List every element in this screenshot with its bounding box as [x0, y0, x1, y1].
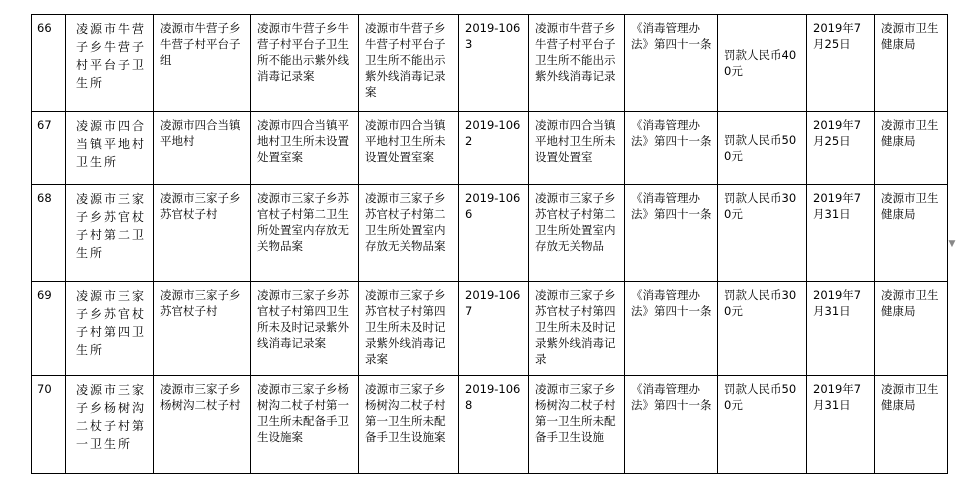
table-row [32, 376, 948, 474]
case-facts: 凌源市牛营子乡牛营子村平台子卫生所不能出示紫外线消毒记录案 [359, 15, 459, 112]
table-row [32, 282, 948, 376]
entity-name: 凌源市三家子乡杨树沟二杖子村第一卫生所 [66, 376, 154, 474]
legal-basis: 《消毒管理办法》第四十一条 [625, 376, 718, 474]
document-number: 2019-1068 [459, 376, 529, 474]
penalty: 罚款人民币300元 [718, 185, 807, 282]
violation: 凌源市四合当镇平地村卫生所未设置处置室 [529, 112, 625, 185]
entity-name: 凌源市牛营子乡牛营子村平台子卫生所 [66, 15, 154, 112]
case-title: 凌源市三家子乡苏官杖子村第四卫生所未及时记录紫外线消毒记录案 [251, 282, 359, 376]
case-title: 凌源市三家子乡杨树沟二杖子村第一卫生所未配备手卫生设施案 [251, 376, 359, 474]
case-title: 凌源市四合当镇平地村卫生所未设置处置室案 [251, 112, 359, 185]
row-number: 66 [32, 15, 66, 112]
penalty: 罚款人民币300元 [718, 282, 807, 376]
legal-basis: 《消毒管理办法》第四十一条 [625, 185, 718, 282]
authority: 凌源市卫生健康局 [875, 15, 948, 112]
case-title: 凌源市牛营子乡牛营子村平台子卫生所不能出示紫外线消毒记录案 [251, 15, 359, 112]
table-row [32, 185, 948, 282]
authority: 凌源市卫生健康局 [875, 282, 948, 376]
penalty: 罚款人民币400元 [718, 15, 807, 112]
violation: 凌源市三家子乡杨树沟二杖子村第一卫生所未配备手卫生设施 [529, 376, 625, 474]
entity-name: 凌源市三家子乡苏官杖子村第四卫生所 [66, 282, 154, 376]
authority: 凌源市卫生健康局 [875, 185, 948, 282]
document-number: 2019-1066 [459, 185, 529, 282]
row-number: 68 [32, 185, 66, 282]
decision-date: 2019年7月31日 [807, 282, 875, 376]
case-facts: 凌源市四合当镇平地村卫生所未设置处置室案 [359, 112, 459, 185]
authority: 凌源市卫生健康局 [875, 112, 948, 185]
table-row [32, 112, 948, 185]
decision-date: 2019年7月31日 [807, 376, 875, 474]
legal-basis: 《消毒管理办法》第四十一条 [625, 112, 718, 185]
table-row [32, 15, 948, 112]
violation: 凌源市三家子乡苏官杖子村第四卫生所未及时记录紫外线消毒记录 [529, 282, 625, 376]
entity-name: 凌源市三家子乡苏官杖子村第二卫生所 [66, 185, 154, 282]
document-number: 2019-1067 [459, 282, 529, 376]
entity-address: 凌源市三家子乡苏官杖子村 [154, 282, 251, 376]
document-number: 2019-1062 [459, 112, 529, 185]
entity-name: 凌源市四合当镇平地村卫生所 [66, 112, 154, 185]
row-number: 69 [32, 282, 66, 376]
decision-date: 2019年7月31日 [807, 185, 875, 282]
legal-basis: 《消毒管理办法》第四十一条 [625, 15, 718, 112]
case-facts: 凌源市三家子乡苏官杖子村第四卫生所未及时记录紫外线消毒记录案 [359, 282, 459, 376]
case-facts: 凌源市三家子乡杨树沟二杖子村第一卫生所未配备手卫生设施案 [359, 376, 459, 474]
row-number: 70 [32, 376, 66, 474]
legal-basis: 《消毒管理办法》第四十一条 [625, 282, 718, 376]
decision-date: 2019年7月25日 [807, 15, 875, 112]
entity-address: 凌源市三家子乡杨树沟二杖子村 [154, 376, 251, 474]
entity-address: 凌源市牛营子乡牛营子村平台子组 [154, 15, 251, 112]
violation: 凌源市三家子乡苏官杖子村第二卫生所处置室内存放无关物品 [529, 185, 625, 282]
case-title: 凌源市三家子乡苏官杖子村第二卫生所处置室内存放无关物品案 [251, 185, 359, 282]
document-number: 2019-1063 [459, 15, 529, 112]
row-number: 67 [32, 112, 66, 185]
case-facts: 凌源市三家子乡苏官杖子村第二卫生所处置室内存放无关物品案 [359, 185, 459, 282]
violation: 凌源市牛营子乡牛营子村平台子卫生所不能出示紫外线消毒记录 [529, 15, 625, 112]
penalty: 罚款人民币500元 [718, 376, 807, 474]
scroll-handle-icon[interactable]: ▼ [948, 239, 956, 249]
authority: 凌源市卫生健康局 [875, 376, 948, 474]
penalty-table [31, 14, 948, 474]
entity-address: 凌源市三家子乡苏官杖子村 [154, 185, 251, 282]
entity-address: 凌源市四合当镇平地村 [154, 112, 251, 185]
decision-date: 2019年7月25日 [807, 112, 875, 185]
penalty: 罚款人民币500元 [718, 112, 807, 185]
